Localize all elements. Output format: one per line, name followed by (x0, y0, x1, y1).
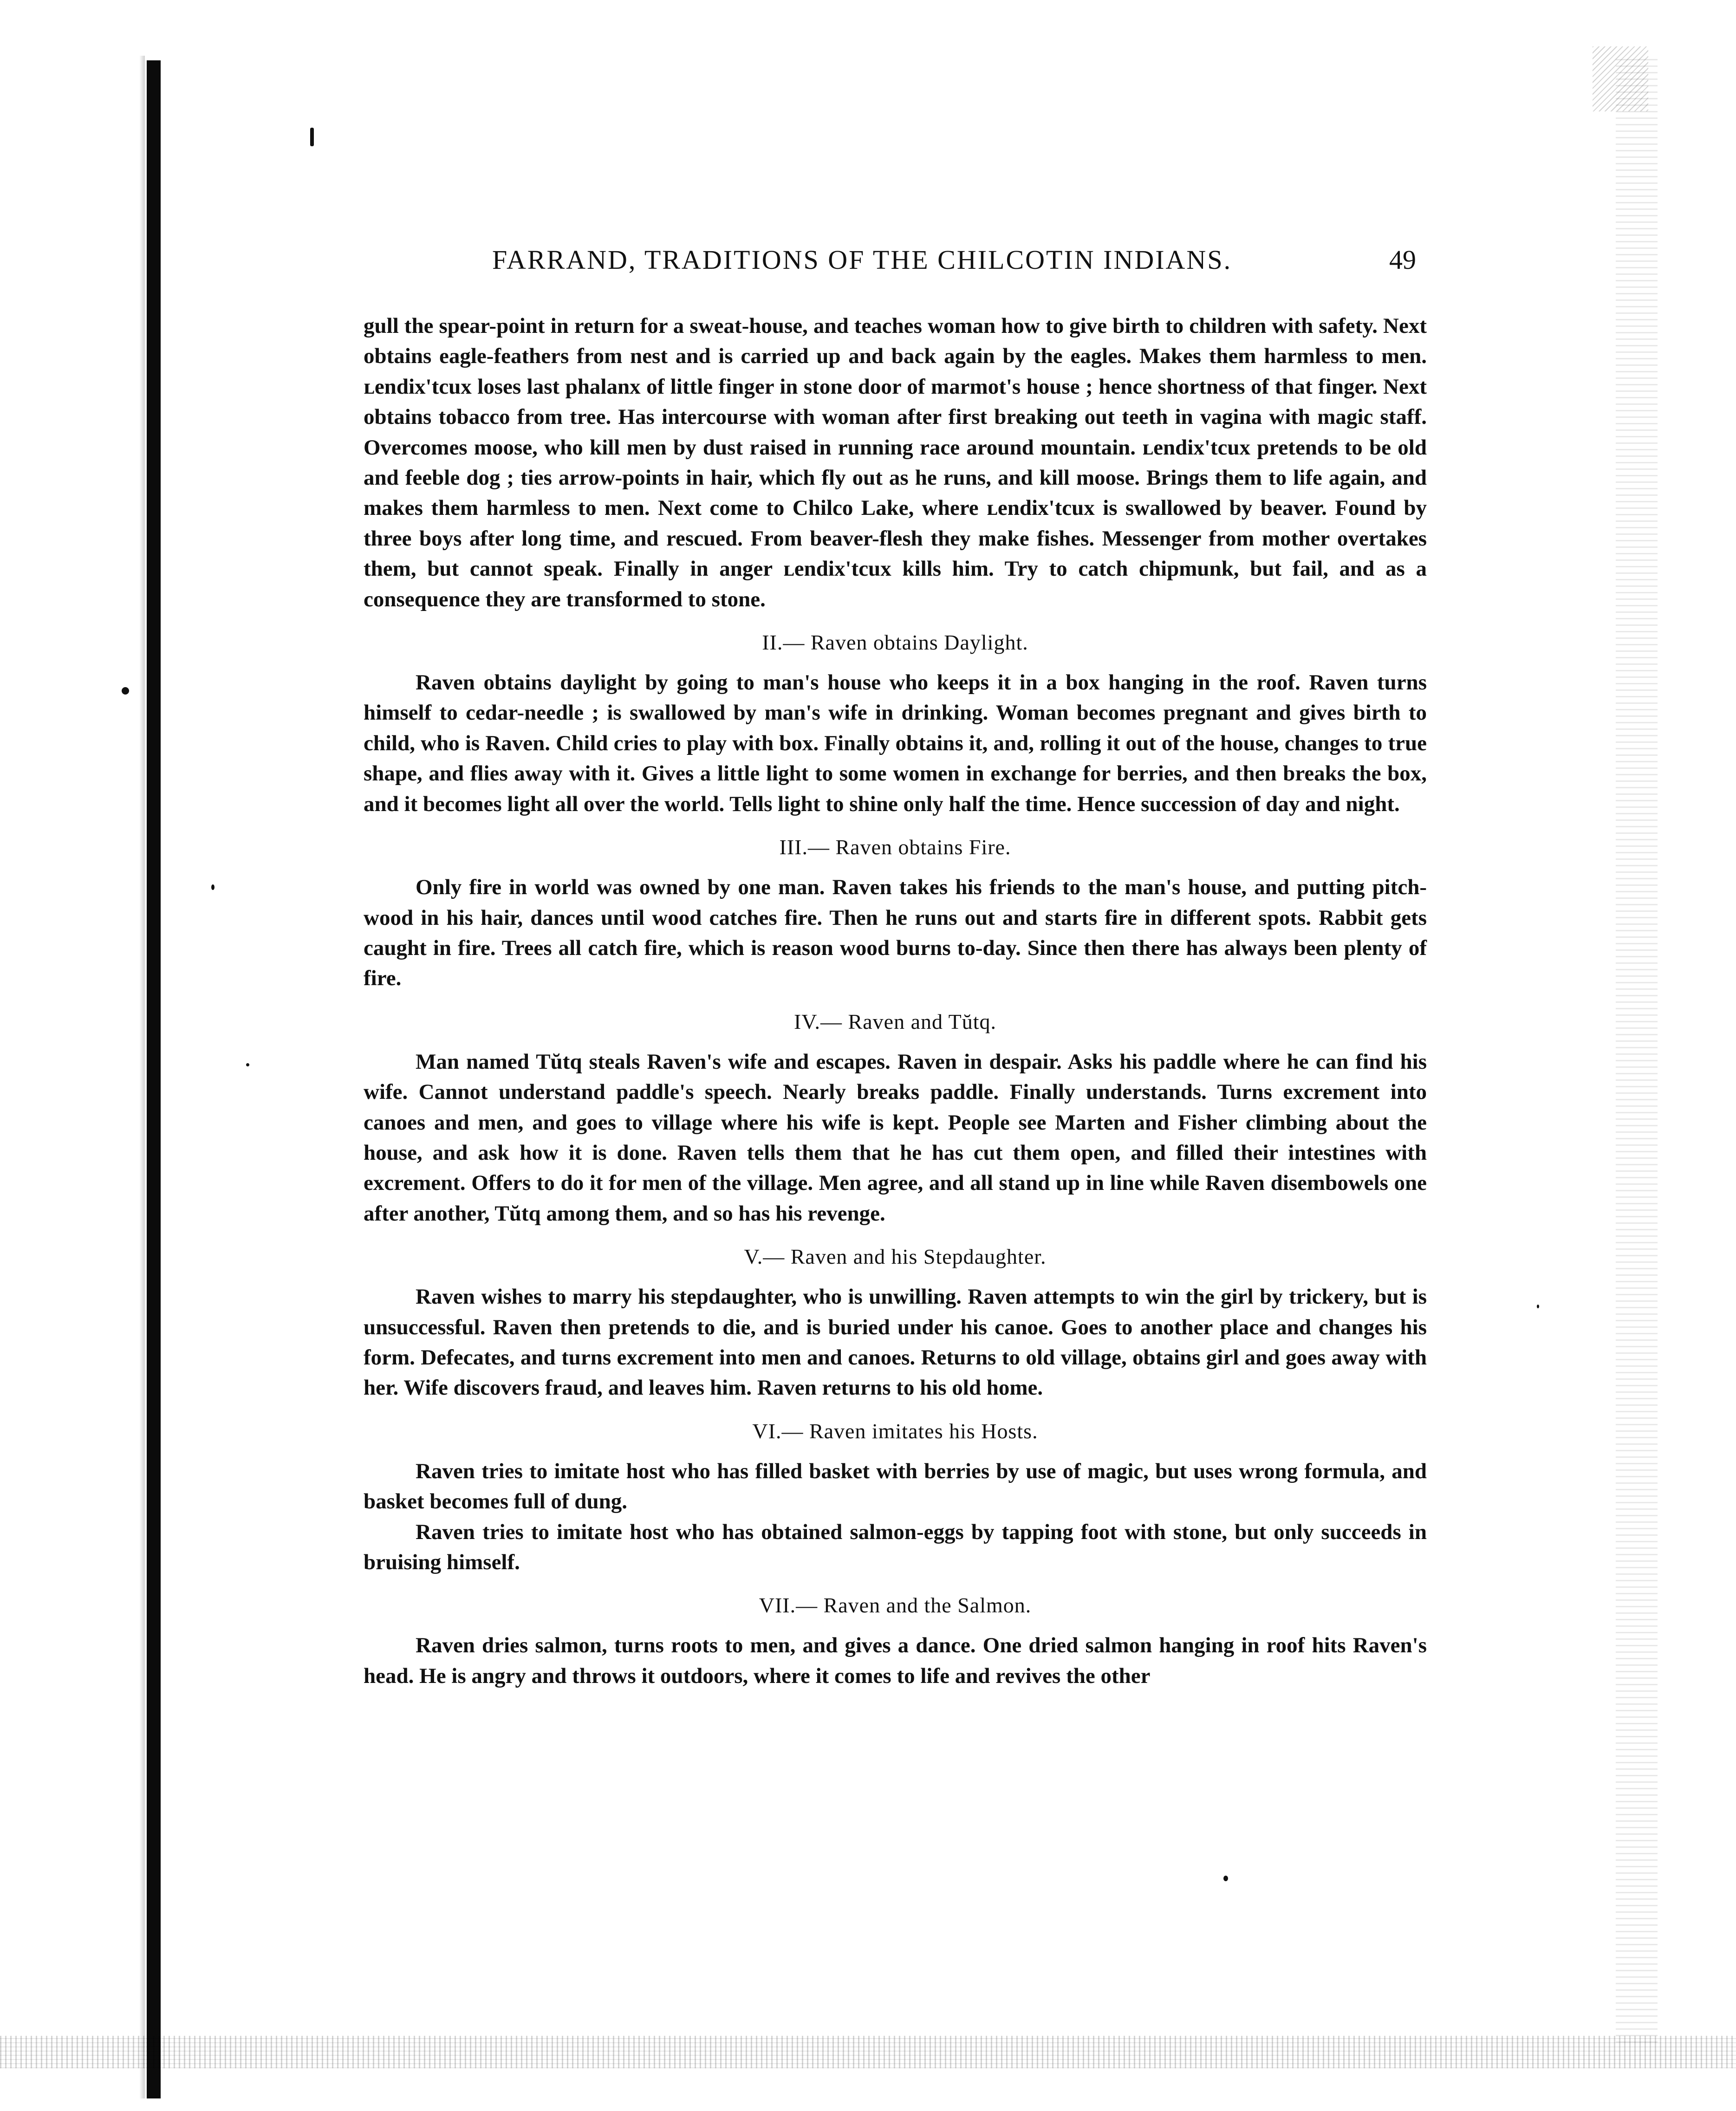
section-heading: II.— Raven obtains Daylight. (762, 630, 1028, 655)
paragraph: Raven dries salmon, turns roots to men, and gives a dance. One dried salmon hanging in roof hits Raven's head. He is angry and throws it outdoors, where it comes to life and revives the other (364, 1633, 1427, 1688)
paragraph: Raven tries to imitate host who has filled basket with berries by use of magic, but uses wrong formula, and basket becomes full of dung. (364, 1459, 1427, 1514)
page-number: 49 (1389, 245, 1416, 275)
section-heading: III.— Raven obtains Fire. (779, 835, 1011, 859)
binding-edge (147, 60, 161, 2098)
ink-speck (211, 884, 215, 890)
ink-speck (1537, 1305, 1539, 1308)
paragraph: Raven tries to imitate host who has obtained salmon-eggs by tapping foot with stone, but only succeeds in bruising himself. (364, 1520, 1427, 1574)
paragraph: Raven obtains daylight by going to man's house who keeps it in a box hanging in the roof. Raven turns himself to cedar-needle ; is swallowed by man's wife in drinking. Woman becomes pregnant and gives birth to child, who is Raven. Child cries to play with box. Finally obtains it, and, rolling it out of the house, changes to true shape, and flies away with it. Gives a little light to some women in exchange for berries, and then breaks the box, and it becomes light all over the world. Tells light to shine only half the time. Hence succession of day and night. (364, 670, 1427, 816)
ink-speck (122, 687, 129, 695)
section-heading: VII.— Raven and the Salmon. (759, 1593, 1032, 1617)
bottom-page-edge-noise (0, 2036, 1736, 2068)
paragraph: Man named Tŭtq steals Raven's wife and escapes. Raven in despair. Asks his paddle where he can find his wife. Cannot understand paddle's speech. Nearly breaks paddle. Finally understands. Turns excrement into canoes and men, and goes to village where his wife is kept. People see Marten and Fisher climbing about the house, and ask how it is done. Raven tells them that he has cut them open, and filled their intestines with excrement. Offers to do it for men of the village. Men agree, and all stand up in line while Raven disembowels one after another, Tŭtq among them, and so has his revenge. (364, 1049, 1427, 1226)
binding-shadow (139, 56, 145, 2098)
ink-speck (246, 1063, 249, 1066)
paragraph: Raven wishes to marry his stepdaughter, who is unwilling. Raven attempts to win the girl by trickery, but is unsuccessful. Raven then pretends to die, and is buried under his canoe. Goes to another place and changes his form. Defecates, and turns excrement into men and canoes. Returns to old village, obtains girl and goes away with her. Wife discovers fraud, and leaves him. Raven returns to his old home. (364, 1285, 1427, 1400)
continued-paragraph: gull the spear-point in return for a sweat-house, and teaches woman how to give birth to children with safety. Next obtains eagle-feathers from nest and is carried up and back again by the eagles. Makes them harmless to men. ʟendix'tcux loses last phalanx of little finger in stone door of marmot's house ; hence shortness of that finger. Next obtains tobacco from tree. Has intercourse with woman after first breaking out teeth in vagina with magic staff. Overcomes moose, who kill men by dust raised in running race around mountain. ʟendix'tcux pretends to be old and feeble dog ; ties arrow-points in hair, which fly out as he runs, and kill moose. Brings them to life again, and makes them harmless to men. Next come to Chilco Lake, where ʟendix'tcux is swallowed by beaver. Found by three boys after long time, and rescued. From beaver-flesh they make fishes. Messenger from mother overtakes them, but cannot speak. Finally in anger ʟendix'tcux kills him. Try to catch chipmunk, but fail, and as a consequence they are transformed to stone. (364, 314, 1427, 611)
running-header (492, 241, 1416, 279)
section-heading: IV.— Raven and Tŭtq. (793, 1009, 997, 1033)
ink-speck (1223, 1876, 1228, 1881)
corner-scan-noise (1593, 46, 1648, 111)
text-column (364, 311, 1427, 1691)
section-heading: VI.— Raven imitates his Hosts. (752, 1419, 1038, 1443)
running-title: FARRAND, TRADITIONS OF THE CHILCOTIN INDIANS. (492, 245, 1232, 275)
paragraph: Only fire in world was owned by one man. Raven takes his friends to the man's house, and putting pitch-wood in his hair, dances until wood catches fire. Then he runs out and starts fire in different spots. Rabbit gets caught in fire. Trees all catch fire, which is reason wood burns to-day. Since then there has always been plenty of fire. (364, 875, 1427, 991)
section-heading: V.— Raven and his Stepdaughter. (744, 1245, 1047, 1269)
ink-speck (310, 128, 314, 146)
right-page-edge-noise (1616, 56, 1658, 2043)
